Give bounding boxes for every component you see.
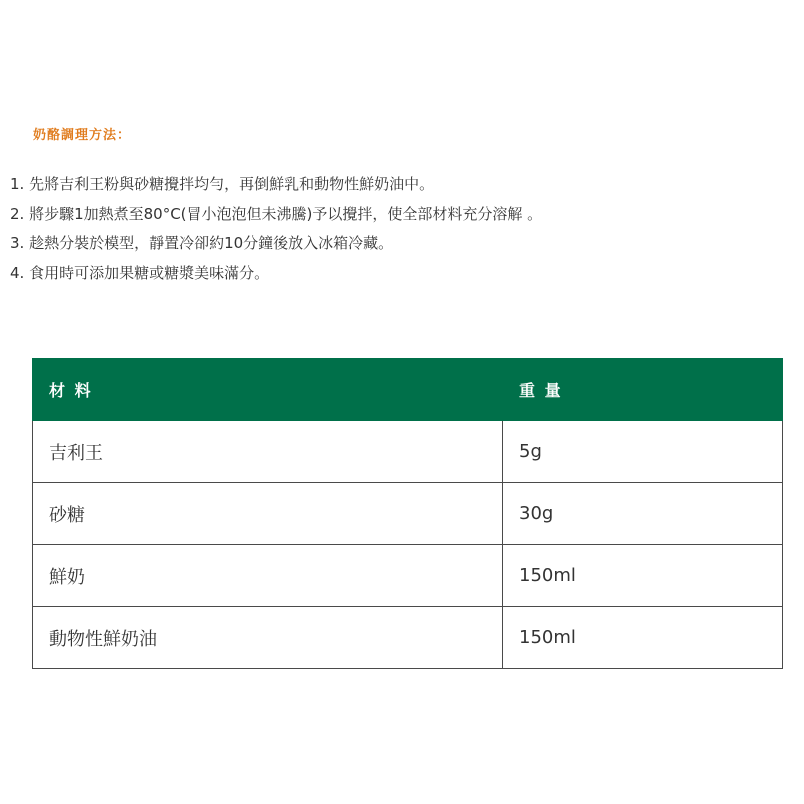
- table-row: [33, 545, 783, 607]
- ingredient-name: 吉利王: [33, 421, 503, 483]
- step-item: 1. 先將吉利王粉與砂糖攪拌均勻，再倒鮮乳和動物性鮮奶油中。: [10, 175, 435, 193]
- table-header-row: [33, 359, 783, 421]
- ingredient-weight: 150ml: [503, 545, 783, 607]
- ingredient-weight: 150ml: [503, 607, 783, 669]
- ingredient-weight: 5g: [503, 421, 783, 483]
- ingredient-weight: 30g: [503, 483, 783, 545]
- step-item: 3. 趁熱分裝於模型，靜置冷卻約10分鐘後放入冰箱冷藏。: [10, 234, 394, 252]
- step-item: 2. 將步驟1加熱煮至80°C(冒小泡泡但未沸騰)予以攪拌，使全部材料充分溶解 。: [10, 204, 543, 223]
- preparation-steps: [10, 170, 542, 288]
- step-item: 4. 食用時可添加果糖或糖漿美味滿分。: [10, 263, 270, 282]
- header-weight: 重 量: [503, 359, 783, 421]
- table-row: [33, 421, 783, 483]
- ingredient-name: 鮮奶: [33, 545, 503, 607]
- ingredient-name: 砂糖: [33, 483, 503, 545]
- section-title: 奶酪調理方法：: [33, 128, 132, 143]
- table-row: [33, 483, 783, 545]
- header-ingredient: 材 料: [33, 359, 503, 421]
- ingredient-name: 動物性鮮奶油: [33, 607, 503, 669]
- table-row: [33, 607, 783, 669]
- ingredients-table: [32, 358, 783, 669]
